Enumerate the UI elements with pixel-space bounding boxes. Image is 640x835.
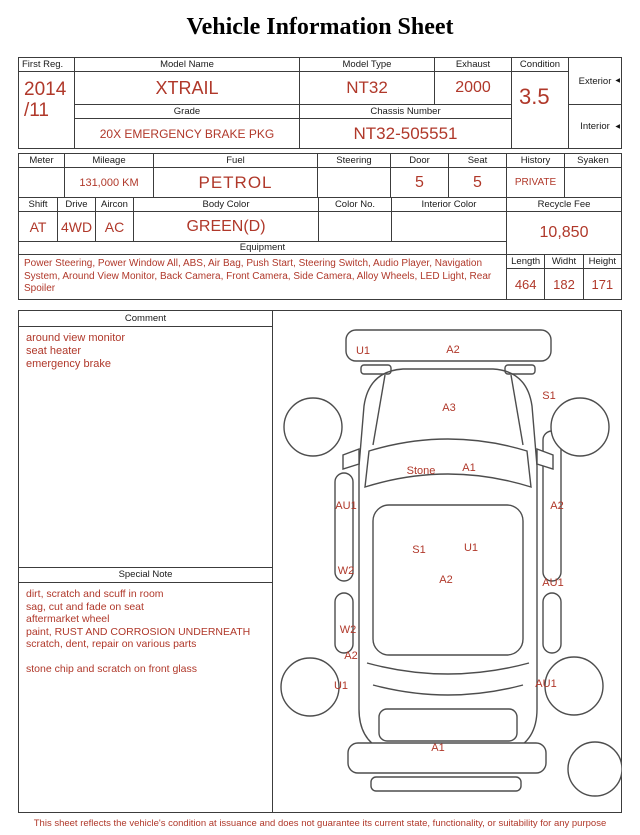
height-cell [583, 255, 621, 299]
front-right-wheel [551, 398, 609, 456]
special-note-line: scratch, dent, repair on various parts [26, 638, 197, 650]
history-cell [507, 154, 564, 197]
door-cell [390, 154, 448, 197]
right-mirror [537, 449, 553, 469]
damage-label: S1 [542, 390, 556, 402]
aircon-label: Aircon [96, 198, 133, 212]
car-damage-diagram [273, 311, 621, 812]
comment-text [19, 327, 272, 567]
interior-color-value [392, 212, 506, 241]
condition-cell [511, 58, 568, 148]
model-type-label: Model Type [300, 58, 434, 72]
color-no-label: Color No. [319, 198, 391, 212]
model-name-cell [74, 58, 299, 104]
chassis-number-value: NT32-505551 [353, 123, 458, 143]
damage-label: A2 [446, 344, 460, 356]
seat-cell [448, 154, 506, 197]
left-mirror [343, 449, 359, 469]
history-label: History [507, 154, 564, 168]
damage-label: W2 [337, 565, 355, 577]
damage-label: A3 [442, 402, 456, 414]
height-value: 171 [591, 276, 614, 292]
comment-label: Comment [19, 311, 272, 327]
color-no-value [319, 212, 391, 241]
condition-label: Condition [512, 58, 568, 72]
rear-left-wheel [281, 658, 339, 716]
damage-label: S1 [412, 544, 426, 556]
grade-cell [74, 104, 299, 148]
front-left-wheel [284, 398, 342, 456]
color-no-cell [318, 198, 391, 241]
damage-label: AU1 [542, 577, 564, 589]
fuel-value: PETROL [198, 172, 273, 192]
damage-label: A1 [462, 462, 476, 474]
shift-label: Shift [19, 198, 57, 212]
comment-line: emergency brake [26, 358, 111, 370]
exhaust-cell [434, 58, 511, 104]
recycle-fee-label: Recycle Fee [507, 198, 621, 212]
grade-value: 20X EMERGENCY BRAKE PKG [99, 126, 275, 141]
rear-bumper [348, 743, 546, 773]
damage-label: U1 [463, 542, 479, 554]
equipment-label: Equipment [19, 241, 506, 255]
steering-cell [317, 154, 390, 197]
model-name-value: XTRAIL [155, 77, 219, 98]
syaken-value [565, 168, 621, 197]
first-reg-value [19, 72, 74, 148]
special-note-text [19, 583, 272, 812]
history-value: PRIVATE [514, 177, 557, 188]
special-note-line: paint, RUST AND CORROSION UNDERNEATH [26, 625, 251, 638]
model-name-label: Model Name [75, 58, 299, 72]
mileage-value: 131,000 KM [79, 176, 139, 189]
damage-label: A1 [431, 742, 445, 754]
top-info-table [18, 57, 622, 149]
interior-color-cell [391, 198, 506, 241]
width-cell [544, 255, 582, 299]
special-note-line: aftermarket wheel [26, 613, 110, 625]
syaken-label: Syaken [565, 154, 621, 168]
aircon-value: AC [104, 218, 125, 235]
damage-label: AU1 [535, 678, 557, 690]
drive-label: Drive [58, 198, 95, 212]
chassis-number-cell [299, 104, 511, 148]
car-body-outline [359, 369, 537, 751]
damage-label: A2 [550, 500, 564, 512]
page-title: Vehicle Information Sheet [186, 14, 454, 40]
damage-label: AU1 [335, 500, 357, 512]
shift-cell [19, 198, 57, 241]
drive-value: 4WD [60, 218, 93, 235]
damage-label: A2 [344, 650, 358, 662]
meter-cell [19, 154, 64, 197]
spec-table [18, 153, 622, 300]
comment-line: around view monitor [26, 332, 126, 344]
length-value: 464 [514, 276, 537, 292]
fuel-label: Fuel [154, 154, 317, 168]
equipment-list: Power Steering, Power Window All, ABS, Air Bag, Push Start, Steering Switch, Audio Player, Navigation System, Around View Monitor, Back Camera, Front Camera, Side Camera, Alloy Wheels, LED Light, Rear Spoiler [24, 258, 492, 294]
interior-label: Interior [580, 121, 610, 132]
syaken-cell [564, 154, 621, 197]
damage-label: A2 [439, 574, 453, 586]
damage-label: W2 [339, 624, 357, 636]
meter-value [19, 168, 64, 197]
seat-value: 5 [473, 173, 482, 191]
drive-cell [57, 198, 95, 241]
recycle-fee-cell [507, 197, 621, 254]
width-label: Widht [545, 255, 582, 269]
exterior-dropdown-icon[interactable]: ◀ [615, 78, 620, 84]
fuel-cell [153, 154, 317, 197]
length-label: Length [507, 255, 544, 269]
length-cell [507, 255, 544, 299]
first-reg-label: First Reg. [19, 58, 74, 72]
interior-cell [568, 104, 621, 148]
steering-value [318, 168, 390, 197]
interior-color-label: Interior Color [392, 198, 506, 212]
mileage-cell [64, 154, 153, 197]
width-value: 182 [553, 276, 575, 292]
seat-label: Seat [449, 154, 506, 168]
model-type-value: NT32 [346, 78, 388, 97]
spare-wheel [568, 742, 622, 796]
height-label: Height [584, 255, 621, 269]
car-top-view-drawing [273, 311, 622, 812]
body-color-cell [133, 198, 318, 241]
door-value: 5 [415, 173, 424, 191]
first-reg-cell [19, 58, 74, 148]
interior-dropdown-icon[interactable]: ◀ [615, 123, 620, 130]
mileage-label: Mileage [65, 154, 153, 168]
chassis-number-label: Chassis Number [300, 105, 511, 119]
special-note-line: stone chip and scratch on front glass [26, 663, 198, 675]
aircon-cell [95, 198, 133, 241]
condition-value: 3.5 [519, 84, 550, 109]
steering-label: Steering [318, 154, 390, 168]
special-note-line: dirt, scratch and scuff in room [26, 588, 164, 600]
grade-label: Grade [75, 105, 299, 119]
comment-line: seat heater [26, 345, 82, 357]
footer-disclaimer: This sheet reflects the vehicle's condition at issuance and does not guarantee its current state, functionality, or suitability for any purpose [33, 818, 607, 829]
exhaust-label: Exhaust [435, 58, 511, 72]
shift-value: AT [29, 218, 47, 235]
damage-label: U1 [355, 345, 371, 357]
damage-label: Stone [406, 465, 436, 477]
first-reg-year: 2014 [24, 79, 67, 100]
exterior-cell [568, 58, 621, 104]
body-color-label: Body Color [134, 198, 318, 212]
exterior-label: Exterior [578, 75, 612, 87]
model-type-cell [299, 58, 434, 104]
door-label: Door [391, 154, 448, 168]
special-note-line [26, 651, 265, 664]
special-note-line: sag, cut and fade on seat [26, 600, 144, 613]
meter-label: Meter [19, 154, 64, 168]
damage-label: U1 [333, 680, 349, 692]
recycle-fee-value: 10,850 [539, 224, 589, 241]
first-reg-month: /11 [24, 100, 50, 121]
body-color-value: GREEN(D) [186, 217, 266, 235]
special-note-label: Special Note [19, 567, 272, 583]
exhaust-value: 2000 [455, 79, 491, 96]
condition-section [18, 310, 622, 813]
